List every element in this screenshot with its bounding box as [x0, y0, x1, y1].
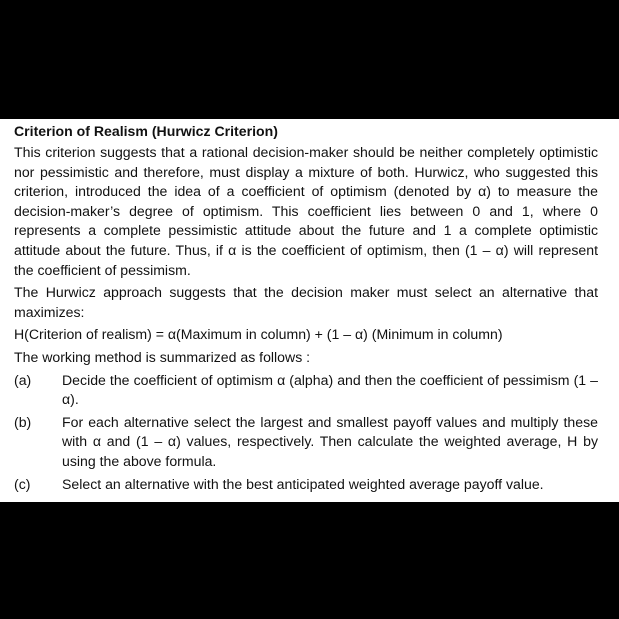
approach-paragraph: The Hurwicz approach suggests that the decision maker must select an alternative that maximizes:: [14, 284, 598, 320]
list-marker: (c): [14, 475, 31, 492]
list-marker: (b): [14, 413, 32, 430]
list-item-text: For each alternative select the largest and smallest payoff values and multiply these with α and (1 – α) values, respectively. Then calculate the weighted average, H by using the above formula.: [62, 413, 598, 469]
list-item-text: Select an alternative with the best anticipated weighted average payoff value.: [62, 475, 544, 492]
list-item: [14, 413, 598, 472]
list-item: [14, 371, 598, 410]
list-item-text: Decide the coefficient of optimism α (alpha) and then the coefficient of pessimism (1 – α).: [62, 371, 598, 408]
document-body: [0, 119, 619, 502]
list-marker: (a): [14, 371, 32, 388]
hurwicz-formula: H(Criterion of realism) = α(Maximum in column) + (1 – α) (Minimum in column): [14, 326, 503, 343]
method-intro: The working method is summarized as follows :: [14, 348, 311, 365]
list-item: [14, 475, 598, 495]
intro-paragraph: This criterion suggests that a rational decision-maker should be neither completely optimistic nor pessimistic and therefore, must display a mixture of both. Hurwicz, who suggested this criterion, introduced the idea of a coefficient of optimism (denoted by α) to measure the decision-maker’s degree of optimism. This coefficient lies between 0 and 1, where 0 represents a complete pessimistic attitude about the future and 1 a complete optimistic attitude about the future. Thus, if α is the coefficient of optimism, then (1 – α) will represent the coefficient of pessimism.: [14, 144, 598, 278]
section-heading: Criterion of Realism (Hurwicz Criterion): [14, 123, 278, 139]
